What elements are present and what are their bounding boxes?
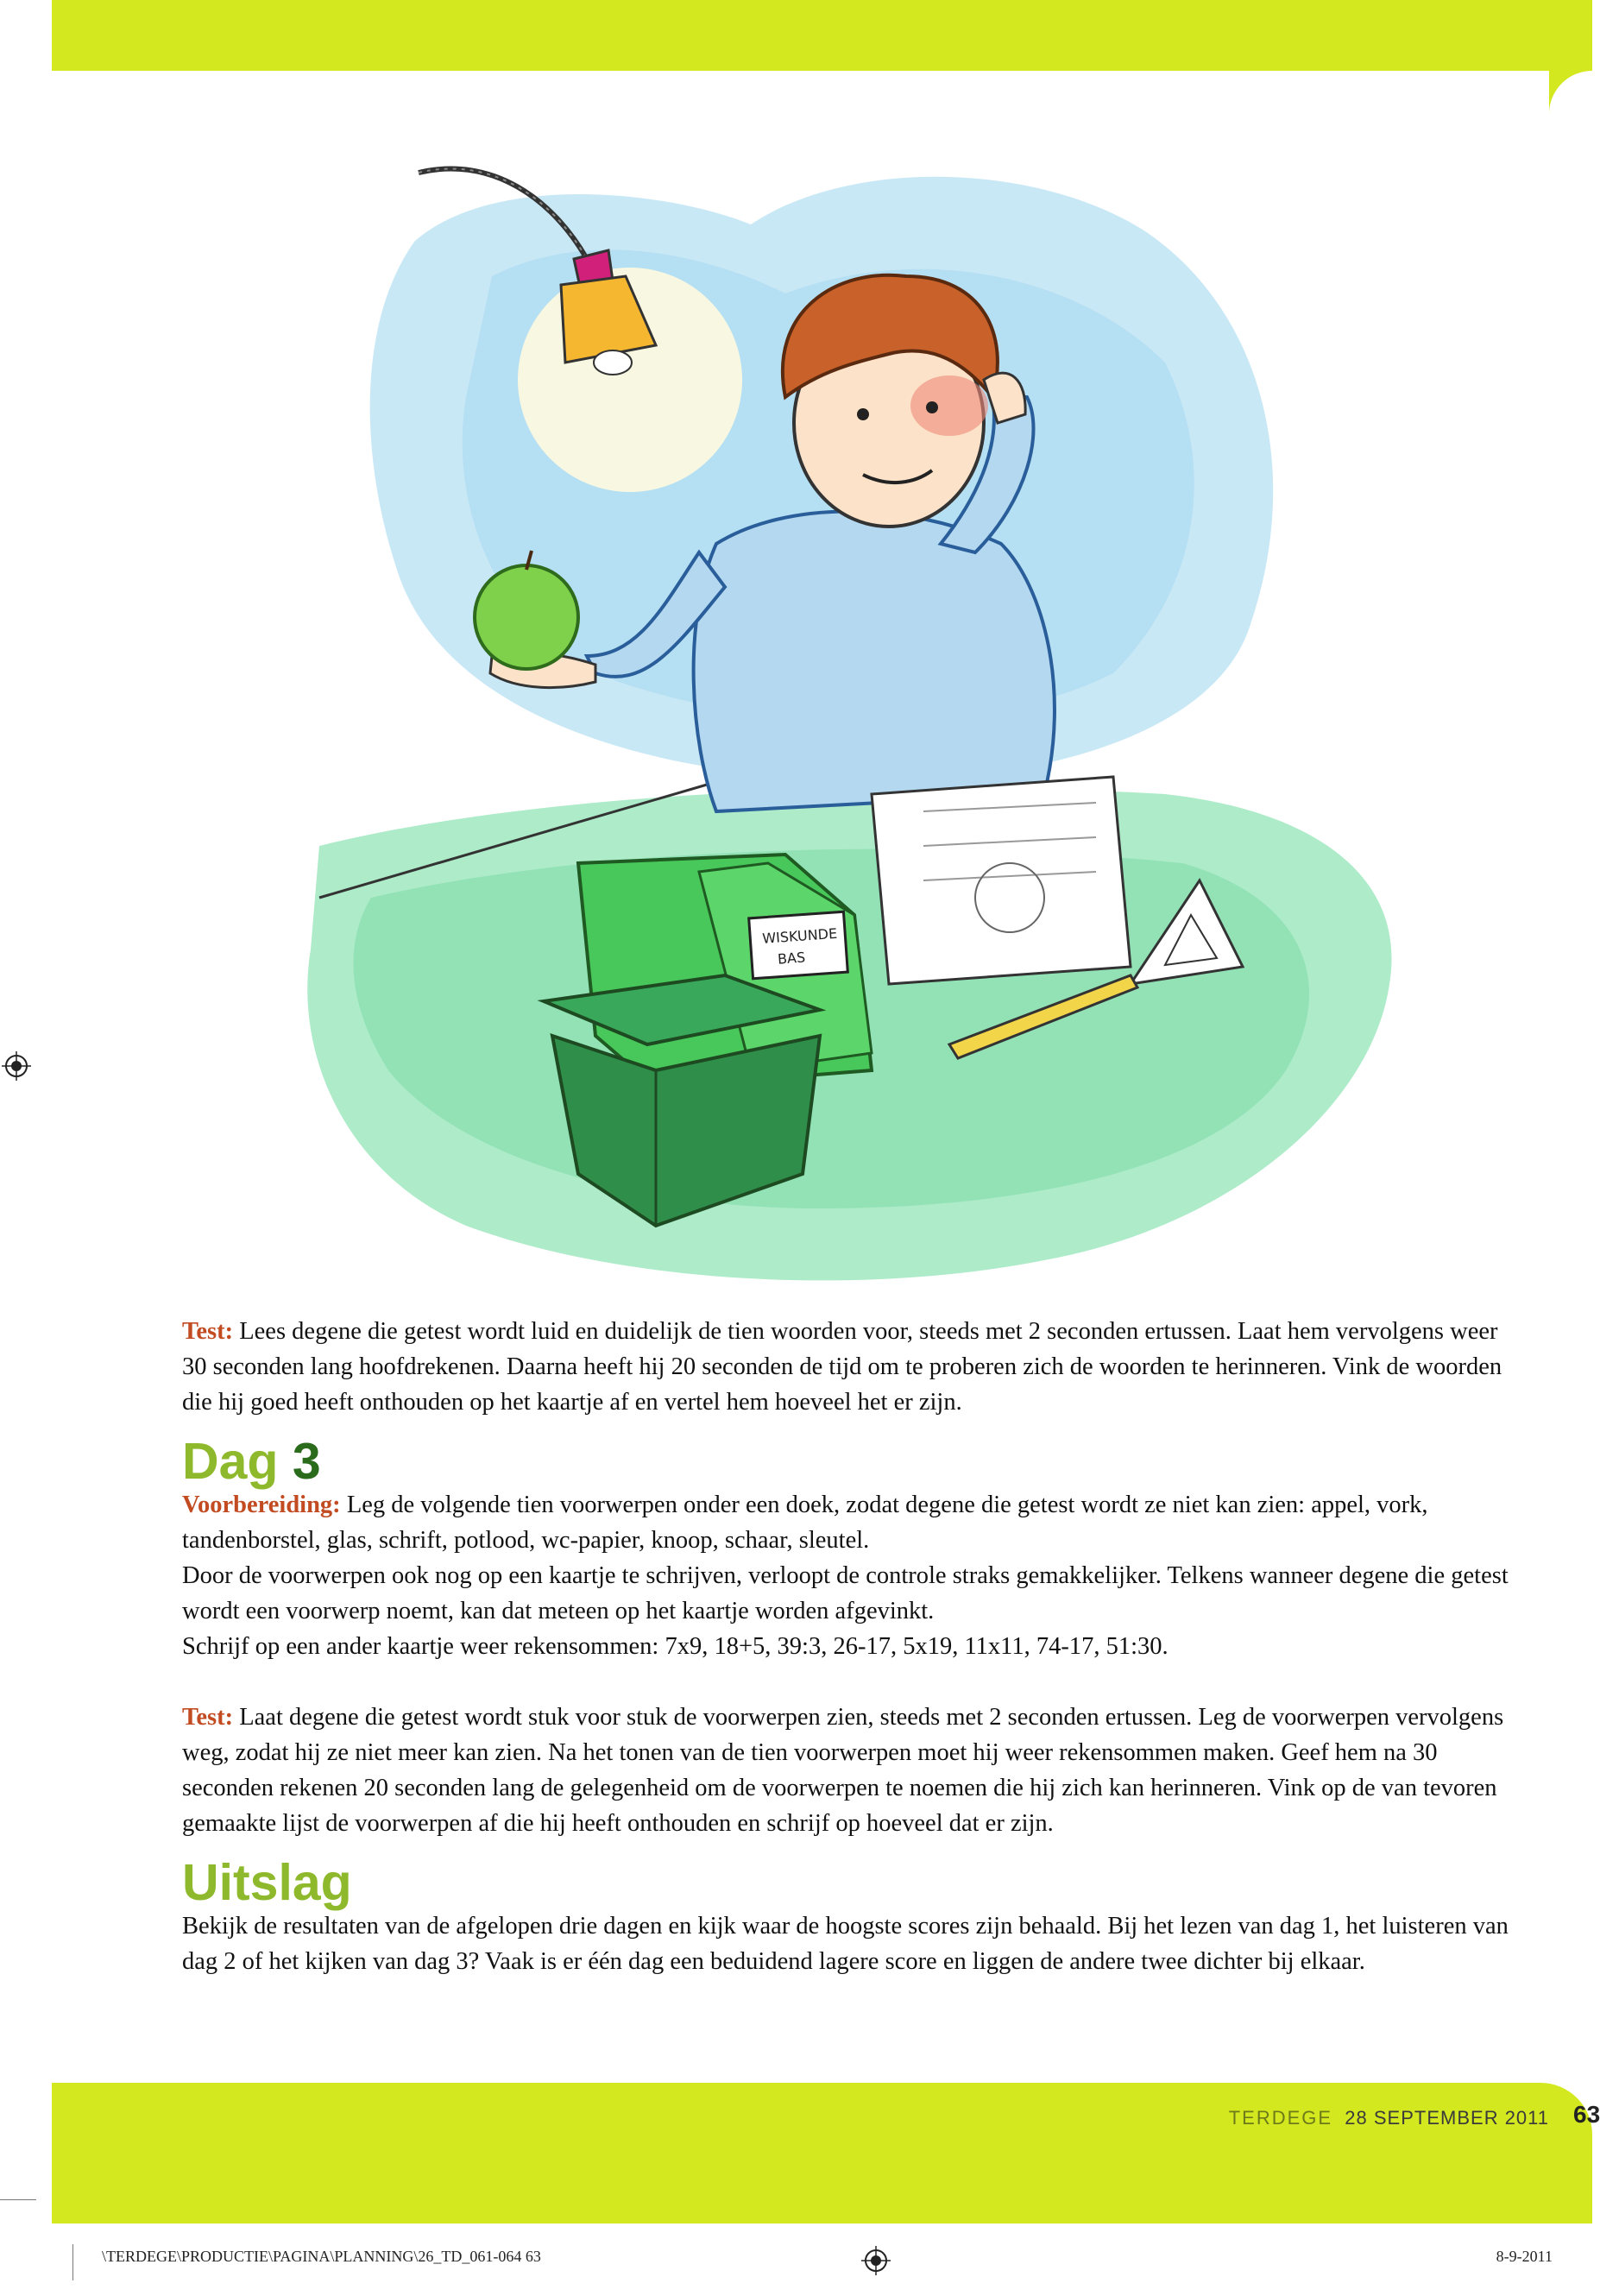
day2-test-paragraph xyxy=(182,1314,1511,1420)
day3-test-text: Laat degene die getest wordt stuk voor stuk de voorwerpen zien, steeds met 2 seconden ertussen. Leg de voorwerpen vervolgens weg, zodat hij ze niet meer kan zien. Na het tonen van de tien voorwerpen moet hij weer rekensommen maken. Geef hem na 30 seconden rekenen 20 seconden lang de gelegenheid om de voorwerpen te noemen die hij zich kan herinneren. Vink op de van tevoren gemaakte lijst de voorwerpen af die hij heeft onthouden en schrijf op hoeveel dat er zijn. xyxy=(182,1704,1504,1837)
day3-test-paragraph xyxy=(182,1700,1511,1841)
test-label: Test: xyxy=(182,1704,234,1731)
day3-heading-number: 3 xyxy=(292,1433,321,1490)
print-slug-date: 8-9-2011 xyxy=(1496,2248,1553,2265)
top-band-corner xyxy=(1549,71,1592,114)
day3-preparation-paragraph xyxy=(182,1487,1511,1558)
result-heading: Uitslag xyxy=(182,1854,352,1911)
footer-page-number: 63 xyxy=(1573,2101,1600,2128)
day3-preparation-paragraph-3: Schrijf op een ander kaartje weer rekensommen: 7x9, 18+5, 39:3, 26-17, 5x19, 11x11, 74-17, 51:30. xyxy=(182,1633,1169,1660)
day3-preparation-paragraph-2: Door de voorwerpen ook nog op een kaartje te schrijven, verloopt de controle straks gemakkelijker. Telkens wanneer degene die getest wordt een voorwerp noemt, kan dat meteen op het kaartje worden afgevinkt. xyxy=(182,1562,1509,1624)
footer-magazine-name: TERDEGE xyxy=(1228,2107,1333,2129)
registration-mark-icon xyxy=(861,2246,891,2275)
footer-date: 28 SEPTEMBER 2011 xyxy=(1345,2107,1549,2129)
day3-preparation-text: Leg de volgende tien voorwerpen onder een doek, zodat degene die getest wordt ze niet kan zien: appel, vork, tandenborstel, glas, schrift, potlood, wc-papier, knoop, schaar, sleutel. xyxy=(182,1492,1428,1554)
day2-test-text: Lees degene die getest wordt luid en duidelijk de tien woorden voor, steeds met 2 seconden ertussen. Laat hem vervolgens weer 30 seconden lang hoofdrekenen. Daarna heeft hij 20 seconden de tijd om te proberen zich de woorden te herinneren. Vink de woorden die hij goed heeft onthouden op het kaartje af en vertel hem hoeveel het er zijn. xyxy=(182,1318,1502,1416)
book-label-line2: BAS xyxy=(777,949,806,968)
bottom-color-band xyxy=(52,2083,1600,2223)
footer-magazine-date xyxy=(1229,2107,1549,2129)
article-body xyxy=(182,1314,1511,1979)
day3-heading-word: Dag xyxy=(182,1433,279,1490)
crop-mark xyxy=(0,2199,36,2200)
preparation-label: Voorbereiding: xyxy=(182,1492,341,1518)
boy-shirt xyxy=(694,512,1055,812)
boy-studying-illustration xyxy=(268,138,1424,1312)
crop-mark xyxy=(72,2244,73,2280)
day3-heading xyxy=(182,1433,1511,1490)
apple xyxy=(475,565,578,669)
test-label: Test: xyxy=(182,1318,234,1345)
print-slug-path: \TERDEGE\PRODUCTIE\PAGINA\PLANNING\26_TD_061-064 63 xyxy=(102,2248,541,2265)
book-label-line1: WISKUNDE xyxy=(761,924,838,947)
top-color-band xyxy=(52,0,1592,71)
result-paragraph: Bekijk de resultaten van de afgelopen drie dagen en kijk waar de hoogste scores zijn behaald. Bij het lezen van dag 1, het luisteren van dag 2 of het kijken van dag 3? Vaak is er één dag een beduidend lagere score en liggen de andere twee dichter bij elkaar. xyxy=(182,1913,1509,1975)
registration-mark-icon xyxy=(2,1051,31,1081)
